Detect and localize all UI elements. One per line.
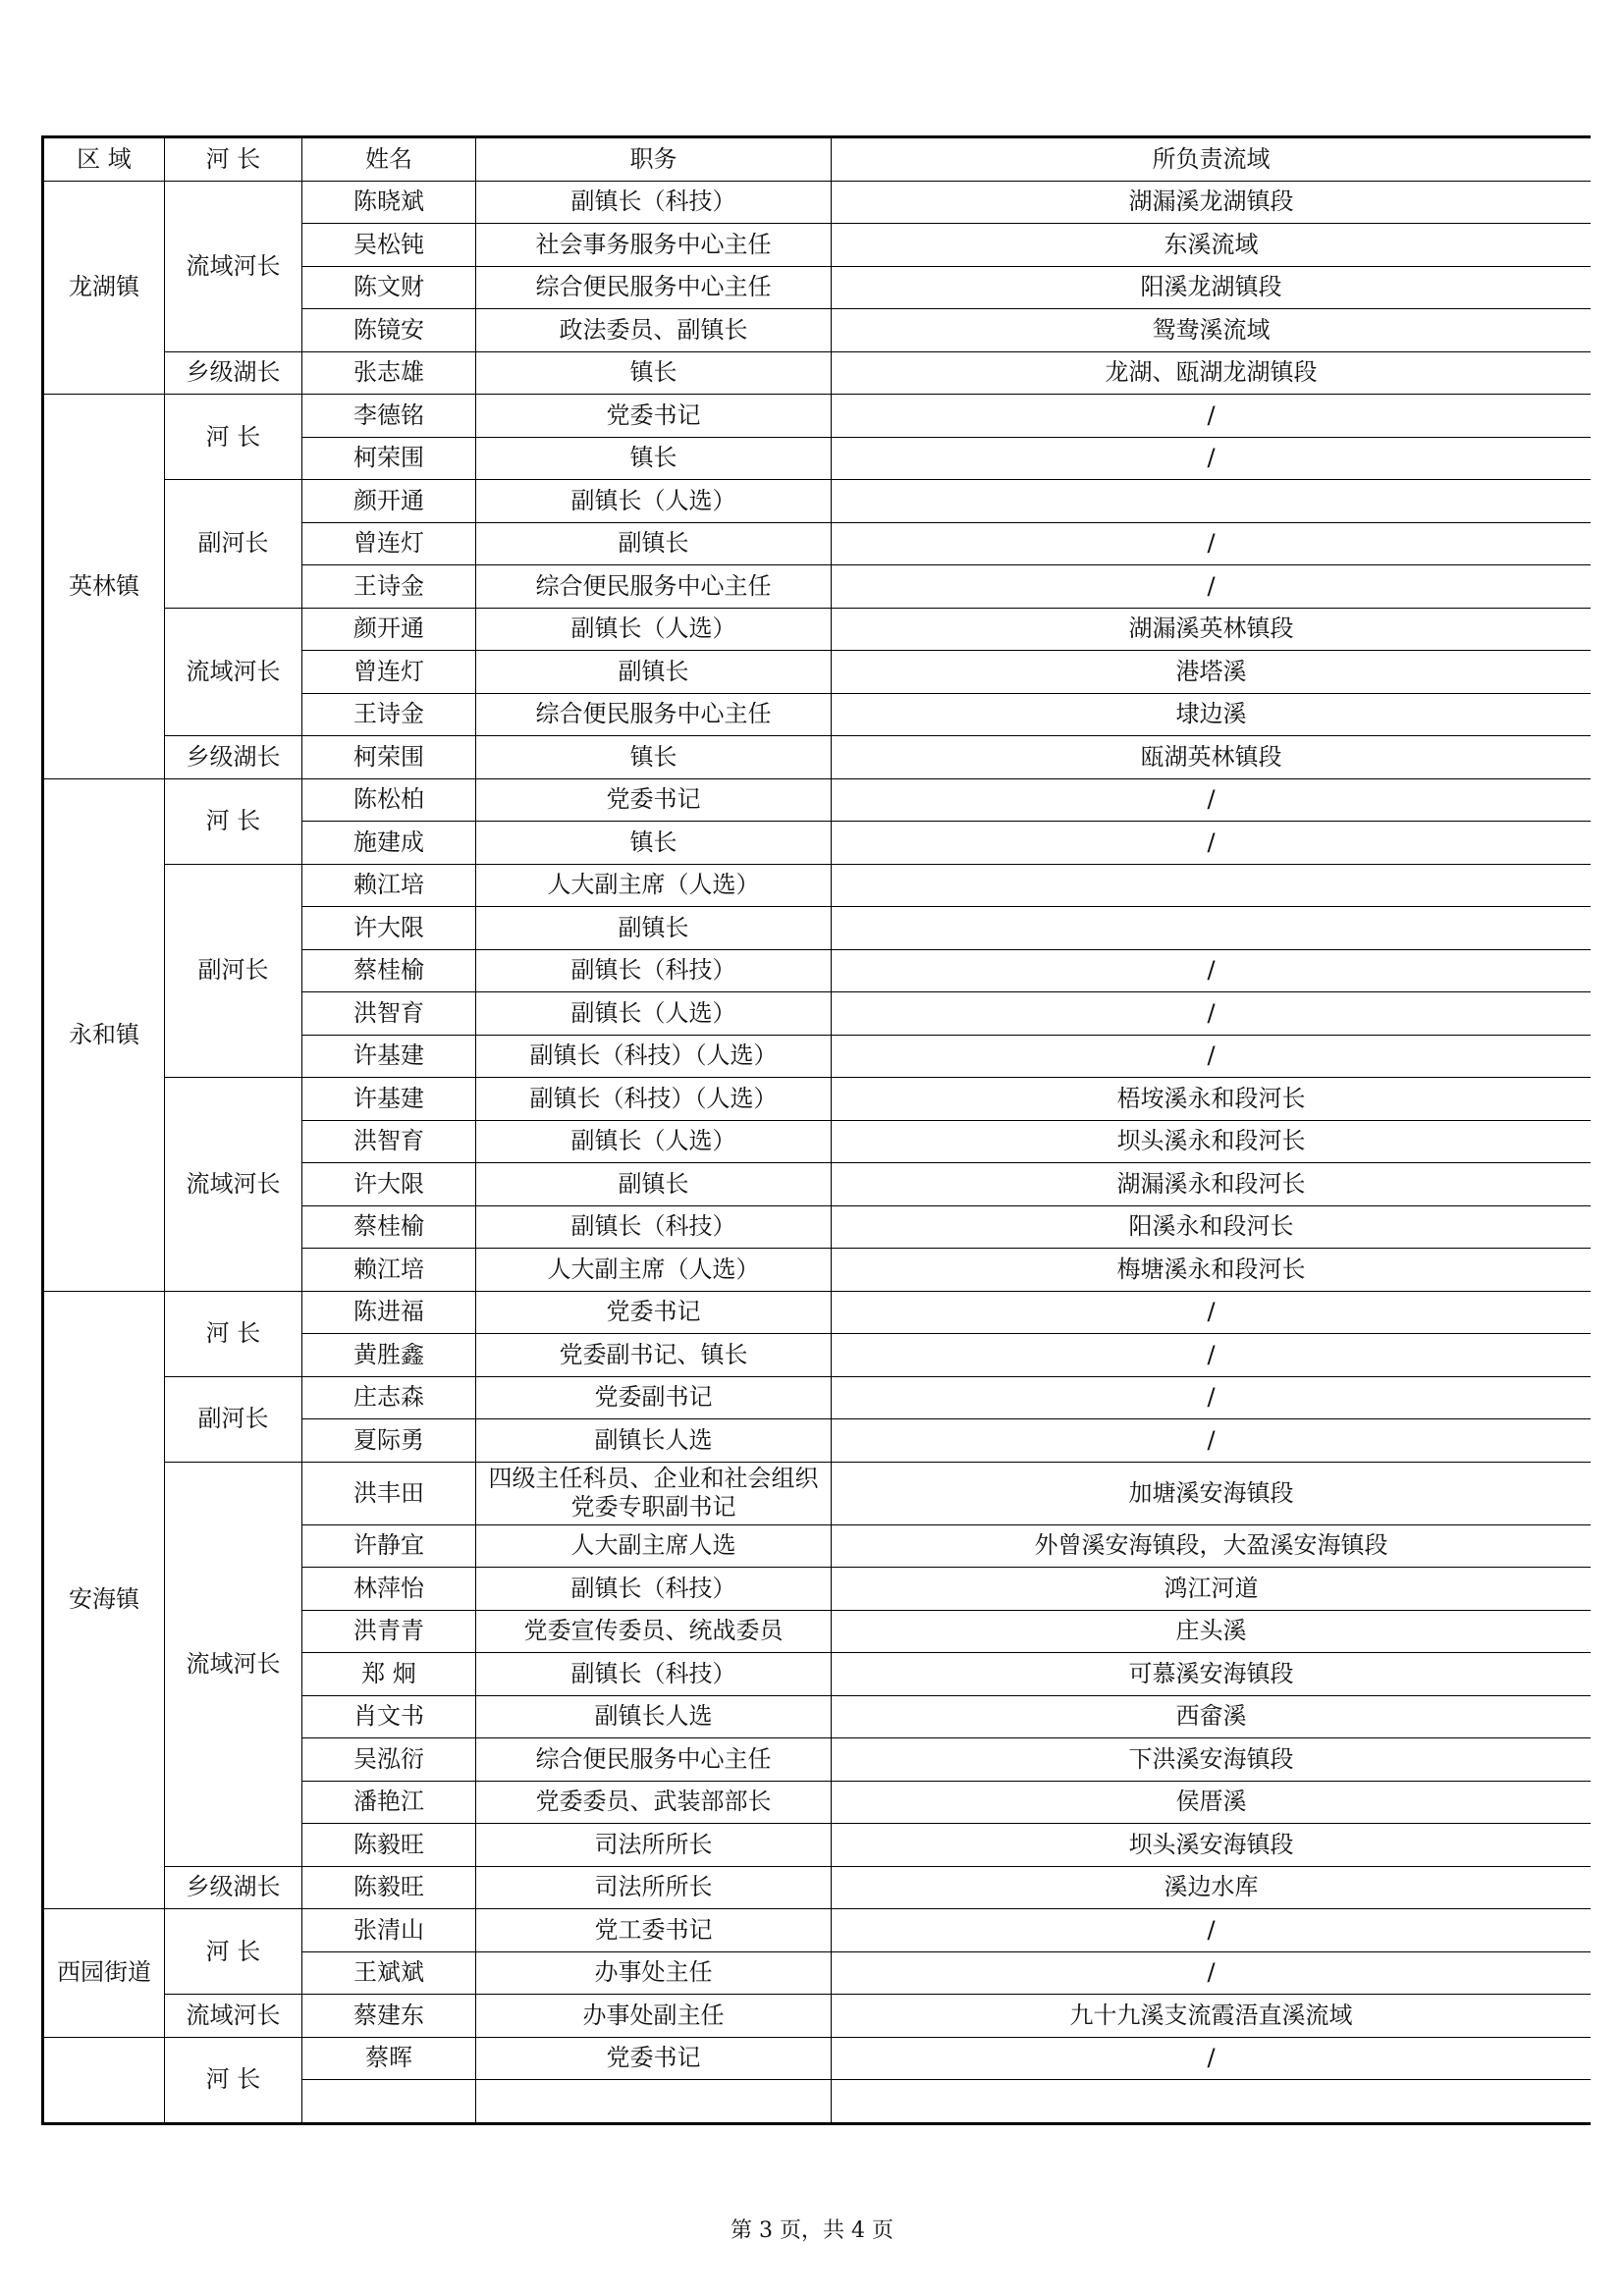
position-cell: 党委书记 xyxy=(476,778,832,822)
name-cell: 陈毅旺 xyxy=(302,1866,476,1909)
name-cell: 柯荣围 xyxy=(302,437,476,480)
name-cell: 蔡晖 xyxy=(302,2037,476,2080)
name-cell: 陈毅旺 xyxy=(302,1824,476,1867)
table-row xyxy=(43,1291,1592,1334)
area-cell: 西畲溪 xyxy=(832,1695,1592,1738)
area-cell: 港塔溪 xyxy=(832,651,1592,694)
role-cell: 河 长 xyxy=(165,395,302,480)
position-cell: 党委委员、武装部部长 xyxy=(476,1781,832,1824)
position-cell: 镇长 xyxy=(476,736,832,779)
role-cell: 副河长 xyxy=(165,1376,302,1462)
region-cell: 英林镇 xyxy=(43,395,165,779)
name-cell: 颜开通 xyxy=(302,480,476,523)
area-cell: 外曾溪安海镇段，大盈溪安海镇段 xyxy=(832,1524,1592,1568)
role-cell: 流域河长 xyxy=(165,1995,302,2038)
position-cell: 司法所所长 xyxy=(476,1866,832,1909)
position-cell: 副镇长 xyxy=(476,907,832,950)
role-cell: 流域河长 xyxy=(165,181,302,351)
table-row xyxy=(43,864,1592,907)
name-cell: 林萍怡 xyxy=(302,1568,476,1611)
name-cell: 陈文财 xyxy=(302,266,476,309)
position-cell: 人大副主席人选 xyxy=(476,1524,832,1568)
area-cell: 湖漏溪英林镇段 xyxy=(832,608,1592,651)
position-cell: 人大副主席（人选） xyxy=(476,864,832,907)
position-cell: 副镇长（科技） xyxy=(476,949,832,992)
position-cell: 党工委书记 xyxy=(476,1909,832,1952)
position-cell: 综合便民服务中心主任 xyxy=(476,565,832,609)
area-cell: 庄头溪 xyxy=(832,1610,1592,1653)
position-cell: 副镇长人选 xyxy=(476,1695,832,1738)
area-cell xyxy=(832,864,1592,907)
area-cell: / xyxy=(832,2037,1592,2080)
table-row xyxy=(43,1462,1592,1524)
table-row xyxy=(43,778,1592,822)
name-cell: 蔡建东 xyxy=(302,1995,476,2038)
role-cell: 河 长 xyxy=(165,1291,302,1376)
area-cell: / xyxy=(832,1334,1592,1377)
position-cell: 党委书记 xyxy=(476,395,832,438)
name-cell: 陈进福 xyxy=(302,1291,476,1334)
area-cell: / xyxy=(832,1035,1592,1078)
area-cell: 阳溪永和段河长 xyxy=(832,1205,1592,1249)
name-cell xyxy=(302,2080,476,2124)
position-cell: 副镇长（科技） xyxy=(476,181,832,224)
role-cell: 河 长 xyxy=(165,2037,302,2123)
name-cell: 许大限 xyxy=(302,907,476,950)
area-cell: 溪边水库 xyxy=(832,1866,1592,1909)
area-cell: 龙湖、瓯湖龙湖镇段 xyxy=(832,351,1592,395)
table-row xyxy=(43,2037,1592,2080)
area-cell: 可慕溪安海镇段 xyxy=(832,1653,1592,1696)
position-cell: 副镇长（人选） xyxy=(476,992,832,1036)
area-cell: / xyxy=(832,1951,1592,1995)
role-cell: 乡级湖长 xyxy=(165,736,302,779)
table-header-row xyxy=(43,137,1592,182)
table-row xyxy=(43,1078,1592,1121)
role-cell: 河 长 xyxy=(165,1909,302,1995)
area-cell: 湖漏溪永和段河长 xyxy=(832,1163,1592,1206)
position-cell: 党委副书记、镇长 xyxy=(476,1334,832,1377)
name-cell: 曾连灯 xyxy=(302,522,476,565)
position-cell: 政法委员、副镇长 xyxy=(476,309,832,352)
name-cell: 王诗金 xyxy=(302,693,476,736)
name-cell: 赖江培 xyxy=(302,1249,476,1292)
position-cell xyxy=(476,2080,832,2124)
name-cell: 许大限 xyxy=(302,1163,476,1206)
area-cell: / xyxy=(832,565,1592,609)
name-cell: 王诗金 xyxy=(302,565,476,609)
table-body xyxy=(43,181,1592,2123)
region-cell: 永和镇 xyxy=(43,778,165,1291)
area-cell: 下洪溪安海镇段 xyxy=(832,1738,1592,1782)
table-container xyxy=(41,135,1591,2190)
area-cell: 埭边溪 xyxy=(832,693,1592,736)
table-row xyxy=(43,1376,1592,1419)
region-cell: 西园街道 xyxy=(43,1909,165,2038)
role-cell: 河 长 xyxy=(165,778,302,864)
area-cell: 阳溪龙湖镇段 xyxy=(832,266,1592,309)
table-row xyxy=(43,608,1592,651)
region-cell: 安海镇 xyxy=(43,1291,165,1909)
area-cell: / xyxy=(832,992,1592,1036)
name-cell: 施建成 xyxy=(302,822,476,865)
name-cell: 陈松柏 xyxy=(302,778,476,822)
name-cell: 王斌斌 xyxy=(302,1951,476,1995)
position-cell: 司法所所长 xyxy=(476,1824,832,1867)
role-cell: 流域河长 xyxy=(165,1462,302,1866)
name-cell: 洪青青 xyxy=(302,1610,476,1653)
role-cell: 副河长 xyxy=(165,864,302,1078)
name-cell: 郑 炯 xyxy=(302,1653,476,1696)
area-cell: 梅塘溪永和段河长 xyxy=(832,1249,1592,1292)
page-number: 第 3 页，共 4 页 xyxy=(731,2218,893,2243)
area-cell: 瓯湖英林镇段 xyxy=(832,736,1592,779)
name-cell: 曾连灯 xyxy=(302,651,476,694)
area-cell: / xyxy=(832,1291,1592,1334)
table-row xyxy=(43,1866,1592,1909)
area-cell: 坝头溪安海镇段 xyxy=(832,1824,1592,1867)
name-cell: 许基建 xyxy=(302,1078,476,1121)
role-cell: 乡级湖长 xyxy=(165,1866,302,1909)
position-cell: 党委书记 xyxy=(476,1291,832,1334)
position-cell: 综合便民服务中心主任 xyxy=(476,693,832,736)
name-cell: 夏际勇 xyxy=(302,1419,476,1463)
name-cell: 黄胜鑫 xyxy=(302,1334,476,1377)
position-cell: 社会事务服务中心主任 xyxy=(476,224,832,267)
name-cell: 肖文书 xyxy=(302,1695,476,1738)
position-cell: 镇长 xyxy=(476,437,832,480)
name-cell: 洪智育 xyxy=(302,992,476,1036)
area-cell: / xyxy=(832,522,1592,565)
position-cell: 人大副主席（人选） xyxy=(476,1249,832,1292)
role-cell: 副河长 xyxy=(165,480,302,609)
table-row xyxy=(43,395,1592,438)
position-cell: 综合便民服务中心主任 xyxy=(476,1738,832,1782)
name-cell: 陈晓斌 xyxy=(302,181,476,224)
name-cell: 张清山 xyxy=(302,1909,476,1952)
area-cell: 侯厝溪 xyxy=(832,1781,1592,1824)
area-cell xyxy=(832,480,1592,523)
position-cell: 副镇长 xyxy=(476,522,832,565)
position-cell: 镇长 xyxy=(476,822,832,865)
river-chief-table xyxy=(41,135,1591,2125)
position-cell: 副镇长（人选） xyxy=(476,608,832,651)
position-cell: 副镇长（人选） xyxy=(476,480,832,523)
area-cell: 坝头溪永和段河长 xyxy=(832,1120,1592,1163)
table-row xyxy=(43,736,1592,779)
name-cell: 赖江培 xyxy=(302,864,476,907)
table-row xyxy=(43,351,1592,395)
area-cell xyxy=(832,2080,1592,2124)
name-cell: 吴泓衍 xyxy=(302,1738,476,1782)
position-cell: 副镇长（科技）（人选） xyxy=(476,1078,832,1121)
name-cell: 陈镜安 xyxy=(302,309,476,352)
area-cell: 鸿江河道 xyxy=(832,1568,1592,1611)
name-cell: 许静宜 xyxy=(302,1524,476,1568)
position-cell: 办事处副主任 xyxy=(476,1995,832,2038)
name-cell: 许基建 xyxy=(302,1035,476,1078)
table-row xyxy=(43,181,1592,224)
area-cell: 九十九溪支流霞浯直溪流域 xyxy=(832,1995,1592,2038)
name-cell: 洪丰田 xyxy=(302,1462,476,1524)
area-cell: / xyxy=(832,395,1592,438)
area-cell: 加塘溪安海镇段 xyxy=(832,1462,1592,1524)
position-cell: 副镇长（科技）（人选） xyxy=(476,1035,832,1078)
position-cell: 党委副书记 xyxy=(476,1376,832,1419)
position-cell: 办事处主任 xyxy=(476,1951,832,1995)
area-cell: / xyxy=(832,949,1592,992)
position-cell: 副镇长人选 xyxy=(476,1419,832,1463)
area-cell: 梧垵溪永和段河长 xyxy=(832,1078,1592,1121)
area-cell: / xyxy=(832,437,1592,480)
area-cell: / xyxy=(832,822,1592,865)
area-cell: 鸳鸯溪流域 xyxy=(832,309,1592,352)
region-cell: 龙湖镇 xyxy=(43,181,165,395)
area-cell: / xyxy=(832,1909,1592,1952)
position-cell: 副镇长 xyxy=(476,651,832,694)
position-cell: 副镇长（科技） xyxy=(476,1568,832,1611)
position-cell: 副镇长（科技） xyxy=(476,1653,832,1696)
role-cell: 流域河长 xyxy=(165,608,302,736)
area-cell: 湖漏溪龙湖镇段 xyxy=(832,181,1592,224)
name-cell: 蔡桂榆 xyxy=(302,949,476,992)
header-chief: 河 长 xyxy=(165,137,302,182)
name-cell: 李德铭 xyxy=(302,395,476,438)
position-cell: 党委宣传委员、统战委员 xyxy=(476,1610,832,1653)
header-region: 区 域 xyxy=(43,137,165,182)
role-cell: 流域河长 xyxy=(165,1078,302,1292)
position-cell: 四级主任科员、企业和社会组织党委专职副书记 xyxy=(476,1462,832,1524)
name-cell: 颜开通 xyxy=(302,608,476,651)
area-cell: / xyxy=(832,1419,1592,1463)
table-row xyxy=(43,1909,1592,1952)
position-cell: 镇长 xyxy=(476,351,832,395)
region-cell xyxy=(43,2037,165,2123)
header-position: 职务 xyxy=(476,137,832,182)
name-cell: 蔡桂榆 xyxy=(302,1205,476,1249)
area-cell: 东溪流域 xyxy=(832,224,1592,267)
name-cell: 柯荣围 xyxy=(302,736,476,779)
position-cell: 副镇长（科技） xyxy=(476,1205,832,1249)
position-cell: 综合便民服务中心主任 xyxy=(476,266,832,309)
area-cell: / xyxy=(832,1376,1592,1419)
position-cell: 党委书记 xyxy=(476,2037,832,2080)
name-cell: 潘艳江 xyxy=(302,1781,476,1824)
name-cell: 吴松钝 xyxy=(302,224,476,267)
area-cell xyxy=(832,907,1592,950)
name-cell: 洪智育 xyxy=(302,1120,476,1163)
name-cell: 庄志森 xyxy=(302,1376,476,1419)
position-cell: 副镇长 xyxy=(476,1163,832,1206)
header-area: 所负责流域 xyxy=(832,137,1592,182)
table-row xyxy=(43,1995,1592,2038)
area-cell: / xyxy=(832,778,1592,822)
table-row xyxy=(43,480,1592,523)
position-cell: 副镇长（人选） xyxy=(476,1120,832,1163)
role-cell: 乡级湖长 xyxy=(165,351,302,395)
header-name: 姓名 xyxy=(302,137,476,182)
name-cell: 张志雄 xyxy=(302,351,476,395)
